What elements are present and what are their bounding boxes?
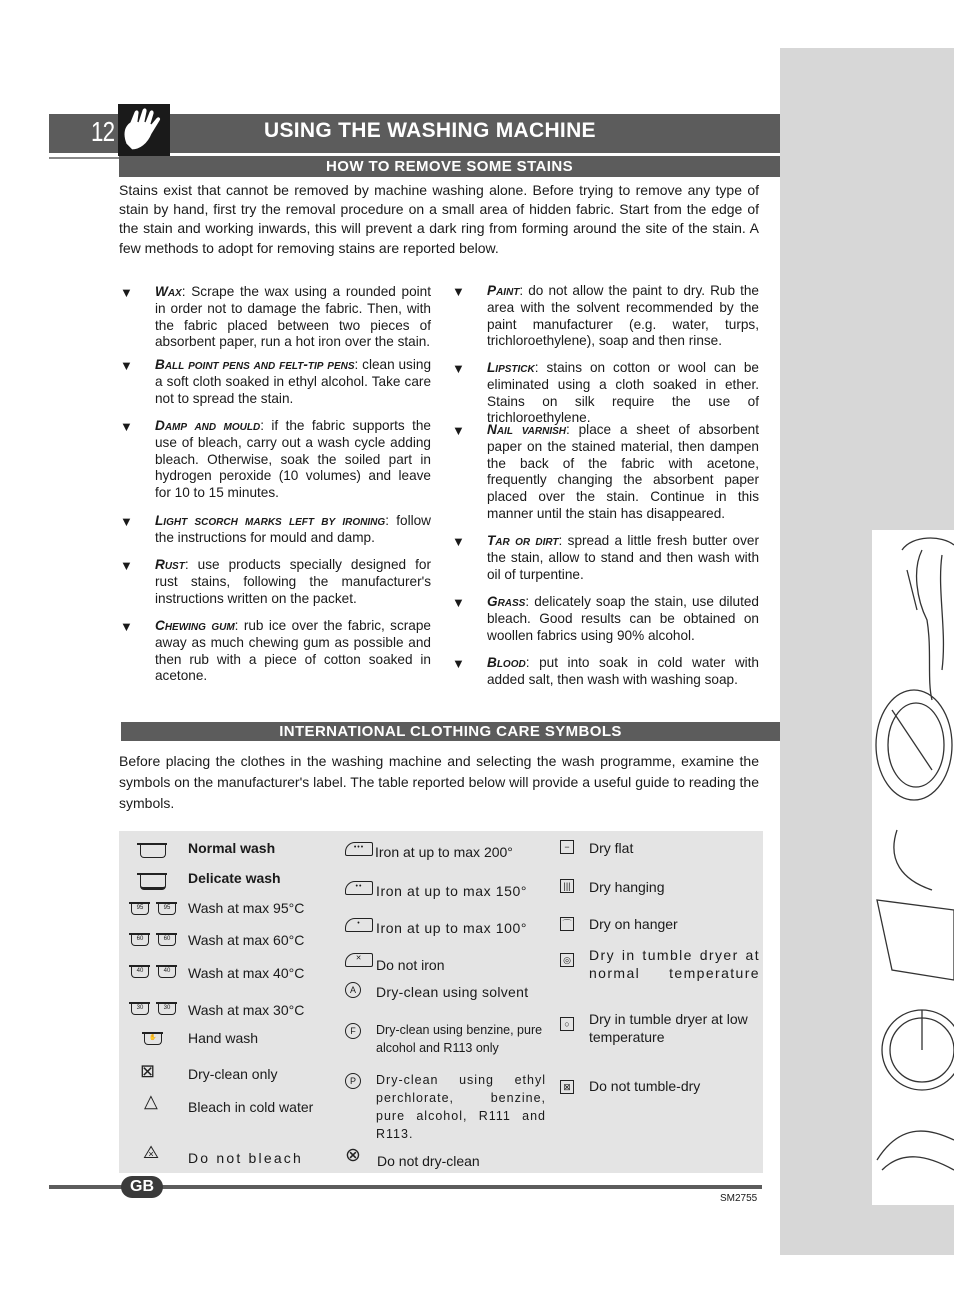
bullet-icon: ▼ <box>452 595 465 610</box>
dry-clean-only-icon: ⊠ <box>140 1061 156 1081</box>
symbol-do-not-dry-clean: Do not dry-clean <box>377 1153 480 1169</box>
dry-on-hanger-icon: ⌒ <box>560 917 574 931</box>
iron-150-icon: •• <box>345 881 373 895</box>
wash-40-icon: 40 <box>131 965 149 978</box>
illustration-drawing <box>872 530 954 1205</box>
symbol-tumble-dry-normal: Dry in tumble dryer at normal temperature <box>589 947 760 981</box>
symbol-dry-flat: Dry flat <box>589 840 634 856</box>
stain-item-rust: ▼ Rust: use products specially designed for rust stains, following the manufacturer's instructions written on the packet. <box>120 557 431 606</box>
symbol-wash-30: Wash at max 30°C <box>188 1002 305 1018</box>
language-badge: GB <box>121 1176 163 1198</box>
iron-100-icon: • <box>345 918 373 932</box>
page-title: USING THE WASHING MACHINE <box>264 119 596 142</box>
stains-intro: Stains exist that cannot be removed by machine washing alone. Before trying to remove any type of stain by hand, first try the removal procedure on a small area of hidden fabric. Start from the edge of the stain and working inwards, this will prevent a dark ring from forming around the site of the stain. A few methods to adopt for removing stains are reported below. <box>119 182 759 256</box>
wash-95-delicate-icon: 95 <box>158 902 176 915</box>
bullet-icon: ▼ <box>452 423 465 438</box>
stain-item-gum: ▼ Chewing gum: rub ice over the fabric, scrape away as much chewing gum as possible and then rub with a piece of cotton soaked in acetone. <box>120 618 431 684</box>
symbol-wash-40: Wash at max 40°C <box>188 965 305 981</box>
wash-30-delicate-icon: 30 <box>158 1002 176 1015</box>
stain-item-lipstick: ▼ Lipstick: stains on cotton or wool can be eliminated using a cloth soaked in ether. Stains on silk require the use of trichloroethylene. <box>452 360 759 426</box>
symbol-dry-hanging: Dry hanging <box>589 879 665 895</box>
bullet-icon: ▼ <box>452 361 465 376</box>
stain-item-varnish: ▼ Nail varnish: place a sheet of absorbent paper on the stained material, then dampen the back of the fabric with acetone, frequently changing the absorbent paper placed over the stain. Continue in this manner until the stain has disappeared. <box>452 422 759 521</box>
delicate-wash-icon <box>140 873 166 890</box>
symbol-iron-200: Iron at up to max 200° <box>375 844 513 860</box>
stain-item-pens: ▼ Ball point pens and felt-tip pens: clean using a soft cloth soaked in ethyl alcohol. Take care not to spread the stain. <box>120 357 431 406</box>
do-not-iron-icon: ✕ <box>345 953 373 967</box>
symbol-hand-wash: Hand wash <box>188 1030 259 1046</box>
symbol-dry-clean-perchlorate: Dry-clean using ethyl perchlorate, benzine, pure alcohol, R111 and R113. <box>376 1073 546 1141</box>
stain-item-scorch: ▼ Light scorch marks left by ironing: follow the instructions for mould and damp. <box>120 513 431 545</box>
symbol-wash-60: Wash at max 60°C <box>188 932 305 948</box>
symbol-dry-clean-solvent: Dry-clean using solvent <box>376 984 529 1000</box>
stain-item-tar: ▼ Tar or dirt: spread a little fresh butter over the stain, allow to stand and then wash with oil of turpentine. <box>452 533 759 582</box>
stain-item-grass: ▼ Grass: delicately soap the stain, use diluted bleach. Good results can be obtained on woollen fabrics using 90% alcohol. <box>452 594 759 643</box>
symbol-delicate-wash: Delicate wash <box>188 870 281 886</box>
symbol-normal-wash: Normal wash <box>188 840 276 856</box>
bleach-cold-icon: △ <box>144 1091 158 1111</box>
bullet-icon: ▼ <box>452 284 465 299</box>
hand-icon <box>118 104 170 156</box>
wash-60-delicate-icon: 60 <box>158 933 176 946</box>
dry-clean-solvent-icon: A <box>345 982 361 998</box>
document-code: SM2755 <box>720 1193 758 1204</box>
symbol-do-not-bleach: Do not bleach <box>188 1150 303 1166</box>
normal-wash-icon <box>140 843 166 858</box>
wash-40-delicate-icon: 40 <box>158 965 176 978</box>
symbol-dry-clean-only: Dry-clean only <box>188 1066 278 1082</box>
stain-item-paint: ▼ Paint: do not allow the paint to dry. Rub the area with the solvent recommended by the paint manufacturer (e.g. water, turps, trichloroethylene), soap and then rinse. <box>452 283 759 349</box>
bullet-icon: ▼ <box>452 534 465 549</box>
symbol-do-not-iron: Do not iron <box>376 957 445 973</box>
bullet-icon: ▼ <box>452 656 465 671</box>
wash-60-icon: 60 <box>131 933 149 946</box>
wash-95-icon: 95 <box>131 902 149 915</box>
page-number: 12 <box>91 116 115 147</box>
stain-item-wax: ▼ Wax: Scrape the wax using a rounded point in order not to damage the fabric. Then, with the fabric placed between two pieces of absorbent paper, run a hot iron over the stain. <box>120 284 431 350</box>
stain-item-blood: ▼ Blood: put into soak in cold water with added salt, then wash with washing soap. <box>452 655 759 687</box>
symbols-intro: Before placing the clothes in the washing machine and selecting the wash programme, examine the symbols on the manufacturer's label. The table reported below will provide a useful guide to reading the symbols. <box>119 753 759 811</box>
washing-machine-illustration <box>872 530 954 1205</box>
hand-wash-icon: ✋ <box>144 1032 162 1045</box>
bullet-icon: ▼ <box>120 619 133 634</box>
dry-hanging-icon: ||| <box>560 879 574 893</box>
symbol-dry-clean-benzine: Dry-clean using benzine, pure alcohol and R113 only <box>376 1023 543 1055</box>
symbol-iron-100: Iron at up to max 100° <box>376 920 528 936</box>
bullet-icon: ▼ <box>120 419 133 434</box>
symbol-tumble-dry-low: Dry in tumble dryer at low temperature <box>589 1011 748 1045</box>
symbols-heading: INTERNATIONAL CLOTHING CARE SYMBOLS <box>121 722 780 741</box>
tumble-dry-low-icon: ○ <box>560 1017 574 1031</box>
dry-flat-icon: − <box>560 840 574 854</box>
dry-clean-benzine-icon: F <box>345 1023 361 1039</box>
bullet-icon: ▼ <box>120 514 133 529</box>
wash-30-icon: 30 <box>131 1002 149 1015</box>
symbol-dry-on-hanger: Dry on hanger <box>589 916 678 932</box>
care-symbols-table <box>119 831 763 1173</box>
bullet-icon: ▼ <box>120 285 133 300</box>
symbol-bleach-cold: Bleach in cold water <box>188 1099 314 1115</box>
iron-200-icon: ••• <box>345 842 373 856</box>
do-not-tumble-dry-icon: ⊠ <box>560 1080 574 1094</box>
do-not-dry-clean-icon: ⊗ <box>345 1145 361 1166</box>
bullet-icon: ▼ <box>120 558 133 573</box>
symbol-do-not-tumble-dry: Do not tumble-dry <box>589 1078 701 1094</box>
symbol-wash-95: Wash at max 95°C <box>188 900 305 916</box>
dry-clean-perchlorate-icon: P <box>345 1073 361 1089</box>
hand-drawing <box>118 104 170 156</box>
symbol-iron-150: Iron at up to max 150° <box>376 883 528 899</box>
stains-heading: HOW TO REMOVE SOME STAINS <box>119 156 780 177</box>
do-not-bleach-icon: ⨻ <box>143 1142 160 1162</box>
tumble-dry-normal-icon: ◎ <box>560 953 574 967</box>
stain-item-damp: ▼ Damp and mould: if the fabric supports the use of bleach, carry out a wash cycle adding bleach. Otherwise, soak the soiled part in hydrogen peroxide (10 volumes) and leave for 10 to 15 minutes. <box>120 418 431 501</box>
bullet-icon: ▼ <box>120 358 133 373</box>
